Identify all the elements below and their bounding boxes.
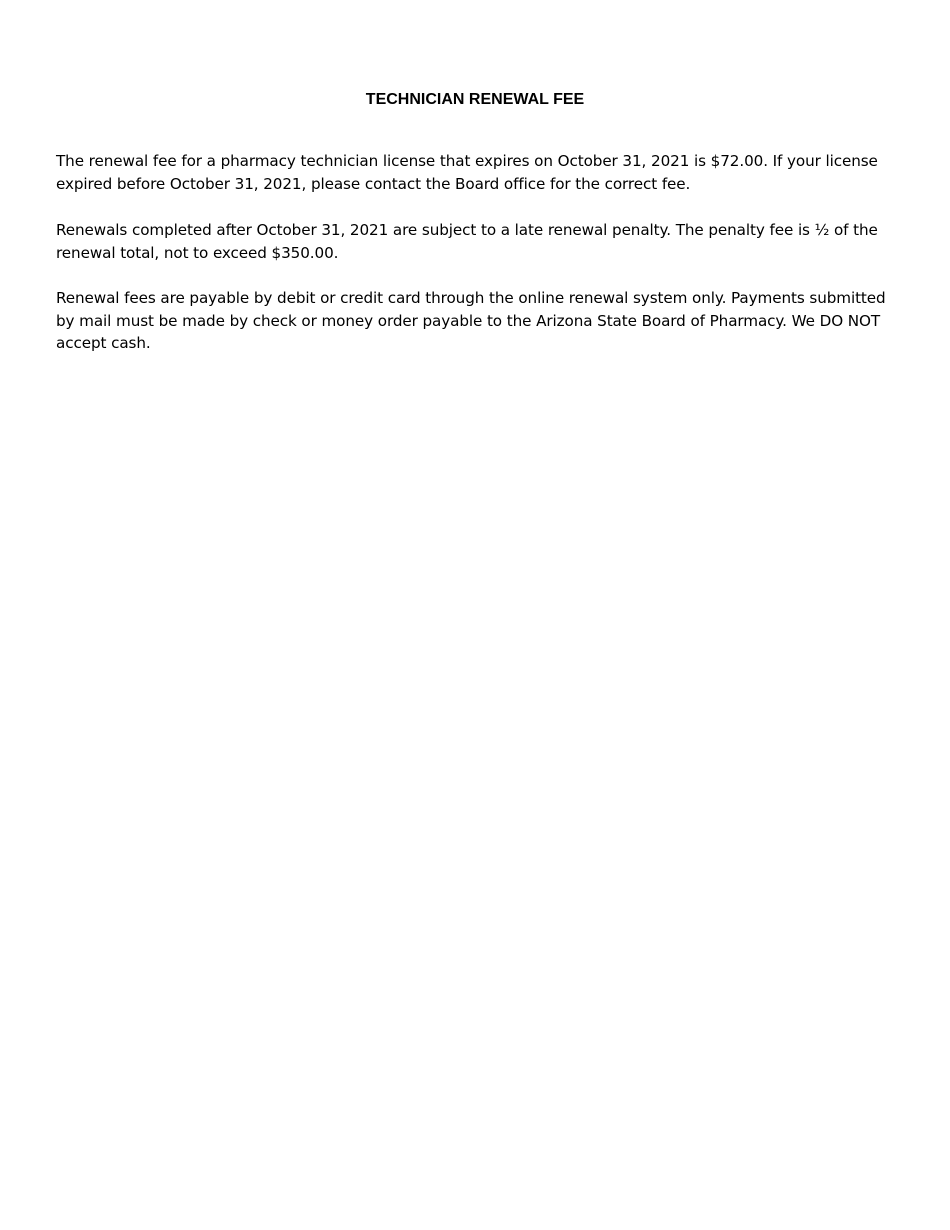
document-title: TECHNICIAN RENEWAL FEE: [365, 91, 585, 108]
payment-methods-paragraph: Renewal fees are payable by debit or credit card through the online renewal system only. Payments submitted by mail must be made by check or money order payable to the Arizona State Board of Pharmacy. We DO NOT accept cash.: [56, 289, 886, 352]
renewal-fee-paragraph: The renewal fee for a pharmacy technician license that expires on October 31, 2021 is $72.00. If your license expired before October 31, 2021, please contact the Board office for the correct fee.: [56, 152, 878, 193]
late-penalty-paragraph: Renewals completed after October 31, 2021 are subject to a late renewal penalty. The penalty fee is ½ of the renewal total, not to exceed $350.00.: [56, 221, 878, 262]
